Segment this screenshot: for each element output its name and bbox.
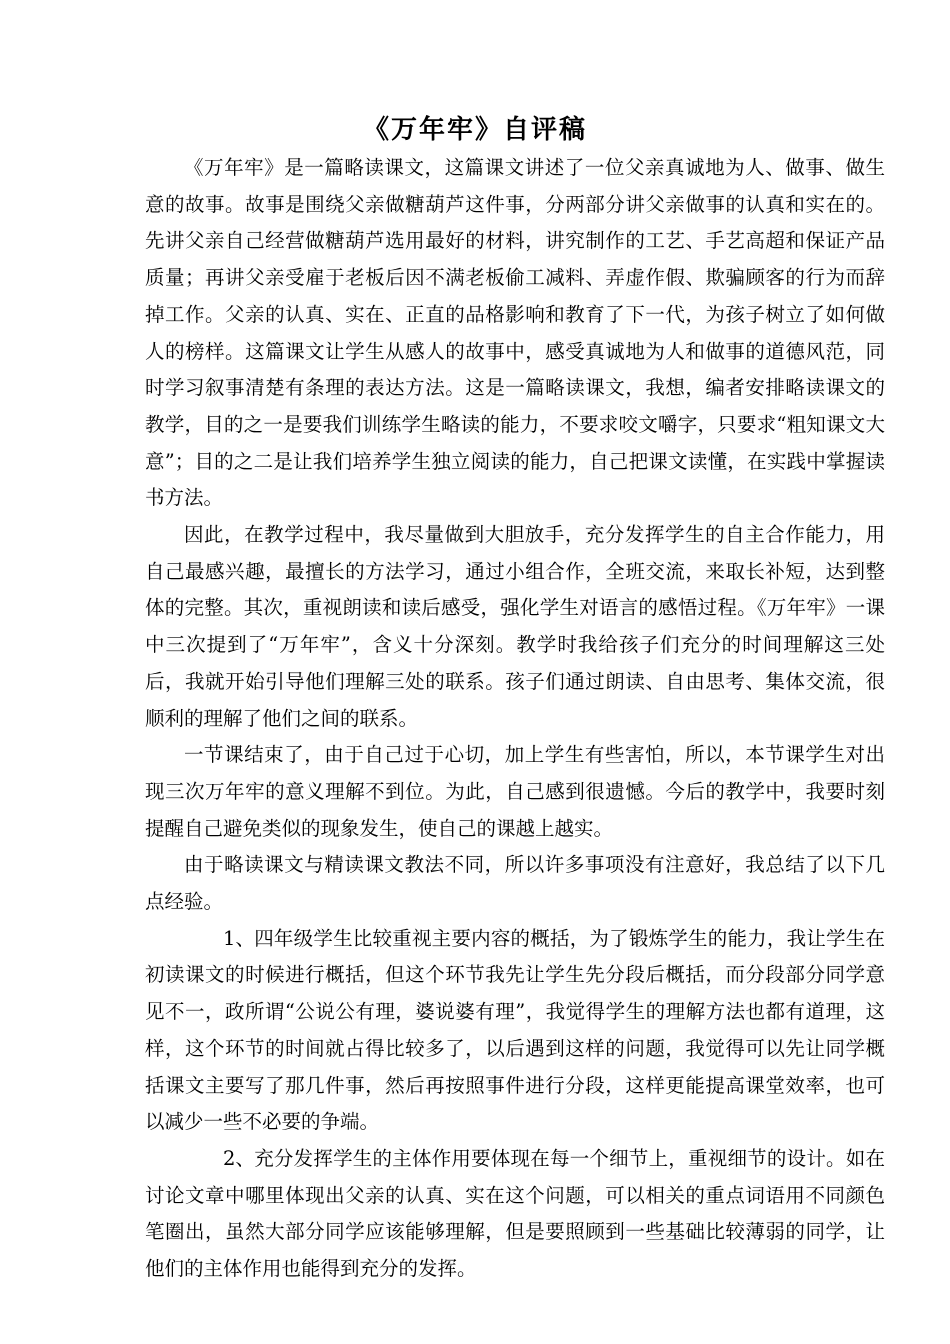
list-item-1	[145, 921, 885, 1141]
document-title: 《万年牢》自评稿	[362, 115, 587, 145]
paragraph-4: 由于略读课文与精读课文教法不同，所以许多事项没有注意好，我总结了以下几点经验。	[145, 853, 885, 914]
list-item-text: 四年级学生比较重视主要内容的概括，为了锻炼学生的能力，我让学生在初读课文的时候进行概括，但这个环节我先让学生先分段后概括，而分段部分同学意见不一，政所谓“公说公有理，婆说婆有理”，我觉得学生的理解方法也都有道理，这样，这个环节的时间就占得比较多了，以后遇到这样的问题，我觉得可以先让同学概括课文主要写了那几件事，然后再按照事件进行分段，这样更能提高课堂效率，也可以减少一些不必要的争端。	[145, 926, 885, 1134]
paragraph-3: 一节课结束了，由于自己过于心切，加上学生有些害怕，所以，本节课学生对出现三次万年牢的意义理解不到位。为此，自己感到很遗憾。今后的教学中，我要时刻提醒自己避免类似的现象发生，使自己的课越上越实。	[145, 743, 885, 840]
list-item-text: 充分发挥学生的主体作用要体现在每一个细节上，重视细节的设计。如在讨论文章中哪里体现出父亲的认真、实在这个问题，可以相关的重点词语用不同颜色笔圈出，虽然大部分同学应该能够理解，但是要照顾到一些基础比较薄弱的同学，让他们的主体作用也能得到充分的发挥。	[145, 1146, 885, 1281]
document-body	[145, 150, 885, 1288]
list-item-number: 1、	[223, 926, 255, 950]
paragraph-1: 《万年牢》是一篇略读课文，这篇课文讲述了一位父亲真诚地为人、做事、做生意的故事。故事是围绕父亲做糖葫芦这件事，分两部分讲父亲做事的认真和实在的。先讲父亲自己经营做糖葫芦选用最好的材料，讲究制作的工艺、手艺高超和保证产品质量；再讲父亲受雇于老板后因不满老板偷工减料、弄虚作假、欺骗顾客的行为而辞掉工作。父亲的认真、实在、正直的品格影响和教育了下一代，为孩子树立了如何做人的榜样。这篇课文让学生从感人的故事中，感受真诚地为人和做事的道德风范，同时学习叙事清楚有条理的表达方法。这是一篇略读课文，我想，编者安排略读课文的教学，目的之一是要我们训练学生略读的能力，不要求咬文嚼字，只要求“粗知课文大意”；目的之二是让我们培养学生独立阅读的能力，自己把课文读懂，在实践中掌握读书方法。	[145, 156, 885, 510]
list-item-number: 2、	[223, 1146, 255, 1170]
paragraph-2: 因此，在教学过程中，我尽量做到大胆放手，充分发挥学生的自主合作能力，用自己最感兴趣，最擅长的方法学习，通过小组合作，全班交流，来取长补短，达到整体的完整。其次，重视朗读和读后感受，强化学生对语言的感悟过程。《万年牢》一课中三次提到了“万年牢”，含义十分深刻。教学时我给孩子们充分的时间理解这三处后，我就开始引导他们理解三处的联系。孩子们通过朗读、自由思考、集体交流，很顺利的理解了他们之间的联系。	[145, 523, 885, 730]
list-item-2	[145, 1141, 885, 1288]
